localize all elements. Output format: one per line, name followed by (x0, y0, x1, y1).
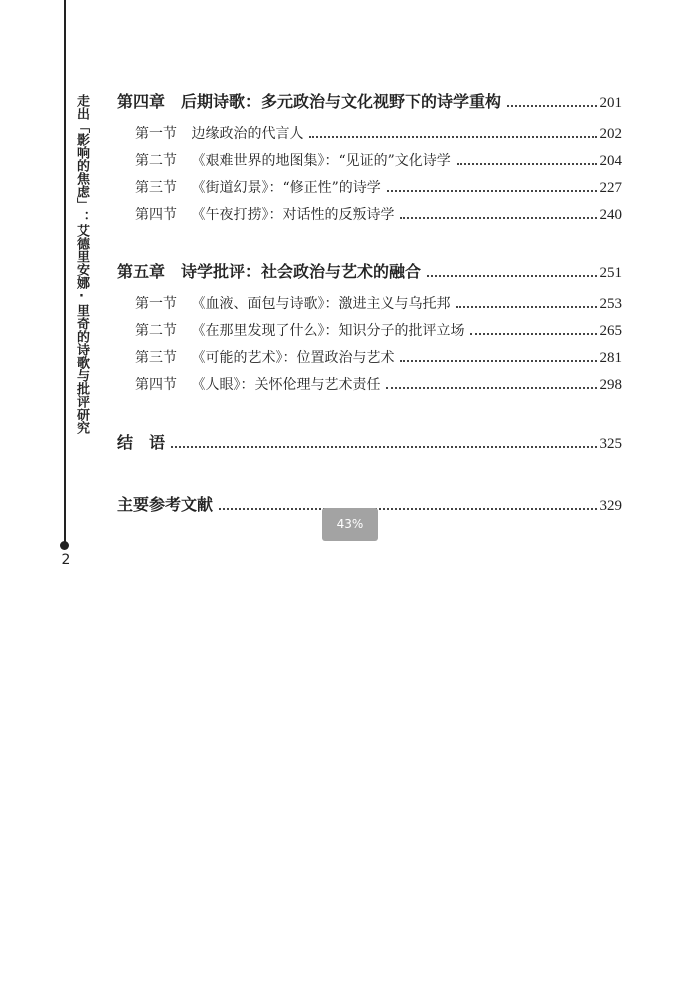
section-title: 《艰难世界的地图集》：“见证的”文化诗学 (191, 153, 451, 169)
running-title: 走出「影响的焦虑」：艾德里安娜·里奇的诗歌与批评研究 (74, 94, 89, 434)
section-number: 第二节 (135, 153, 177, 169)
conclusion-page: 325 (599, 436, 622, 452)
section-number: 第三节 (135, 180, 177, 196)
section-title: 《人眼》：关怀伦理与艺术责任 (191, 377, 381, 393)
toc-section[interactable] (135, 204, 622, 224)
leader-dots (400, 360, 596, 362)
margin-rule (64, 0, 66, 545)
toc-section[interactable] (135, 374, 622, 394)
leader-dots (386, 387, 596, 389)
section-number: 第三节 (135, 350, 177, 366)
toc-section[interactable] (135, 150, 622, 170)
section-page: 298 (599, 377, 622, 393)
leader-dots (470, 333, 596, 335)
section-page: 227 (599, 180, 622, 196)
section-number: 第一节 (135, 126, 177, 142)
leader-dots (427, 275, 596, 277)
toc-chapter-5[interactable] (117, 259, 622, 282)
section-page: 202 (599, 126, 622, 142)
toc-section[interactable] (135, 347, 622, 367)
conclusion-title: 结 语 (117, 433, 166, 452)
section-title: 边缘政治的代言人 (191, 126, 304, 142)
page-number: 2 (61, 552, 71, 568)
section-number: 第一节 (135, 296, 177, 312)
section-title: 《街道幻景》：“修正性”的诗学 (191, 180, 381, 196)
section-number: 第四节 (135, 207, 177, 223)
leader-dots (219, 508, 596, 510)
leader-dots (400, 217, 596, 219)
toc-chapter-4[interactable] (117, 89, 622, 112)
leader-dots (171, 446, 596, 448)
section-page: 240 (599, 207, 622, 223)
toc-section[interactable] (135, 177, 622, 197)
chapter-title: 第四章 后期诗歌：多元政治与文化视野下的诗学重构 (117, 92, 502, 111)
margin-rule-dot (60, 541, 69, 550)
section-number: 第四节 (135, 377, 177, 393)
leader-dots (456, 306, 596, 308)
toc-section[interactable] (135, 320, 622, 340)
leader-dots (457, 163, 597, 165)
references-page: 329 (599, 498, 622, 514)
toc-section[interactable] (135, 293, 622, 313)
toc-section[interactable] (135, 123, 622, 143)
leader-dots (387, 190, 597, 192)
leader-dots (507, 105, 596, 107)
leader-dots (309, 136, 596, 138)
chapter-page: 201 (599, 95, 622, 111)
section-page: 281 (599, 350, 622, 366)
chapter-title: 第五章 诗学批评：社会政治与艺术的融合 (117, 262, 422, 281)
zoom-level-badge: 43% (322, 508, 378, 541)
section-title: 《在那里发现了什么》：知识分子的批评立场 (191, 323, 465, 339)
toc-conclusion[interactable] (117, 430, 622, 453)
references-title: 主要参考文献 (117, 495, 214, 514)
section-page: 265 (599, 323, 622, 339)
section-page: 253 (599, 296, 622, 312)
section-number: 第二节 (135, 323, 177, 339)
section-title: 《血液、面包与诗歌》：激进主义与乌托邦 (191, 296, 451, 312)
section-page: 204 (599, 153, 622, 169)
section-title: 《午夜打捞》：对话性的反叛诗学 (191, 207, 395, 223)
chapter-page: 251 (599, 265, 622, 281)
section-title: 《可能的艺术》：位置政治与艺术 (191, 350, 395, 366)
